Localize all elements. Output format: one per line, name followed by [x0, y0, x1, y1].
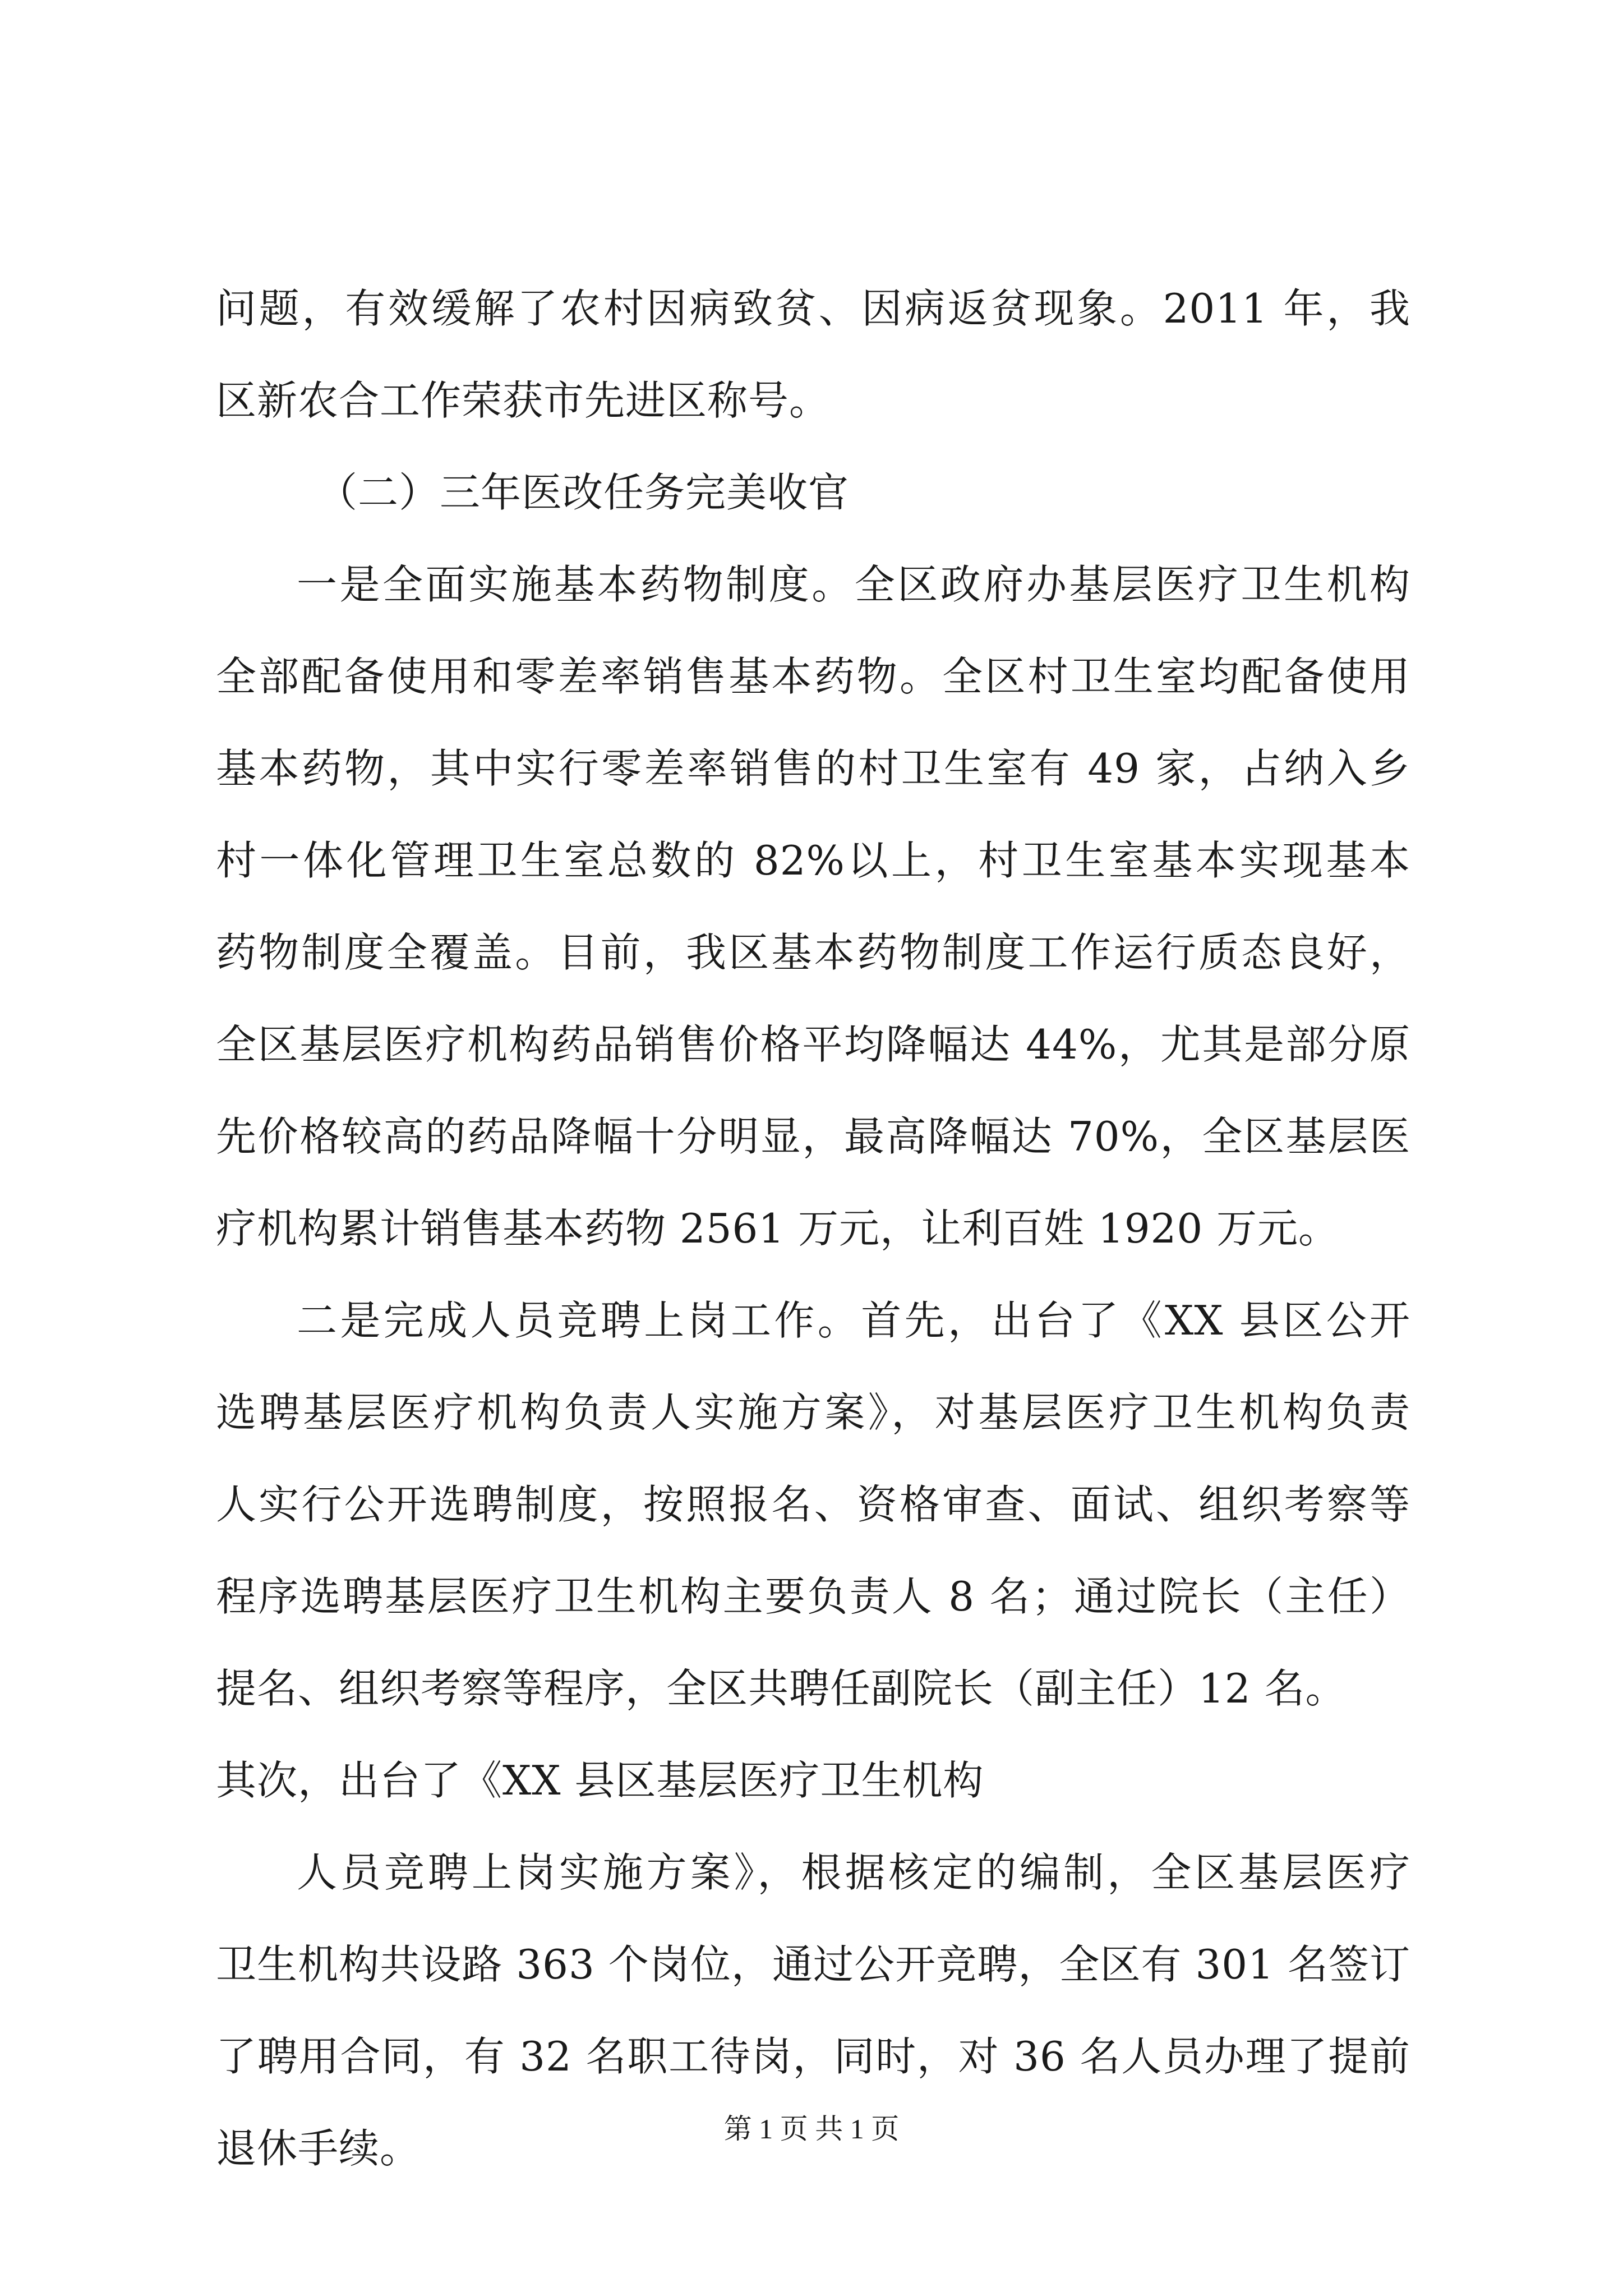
- page-number-label: 第 1 页 共 1 页: [723, 2113, 900, 2145]
- text-line: 疗机构累计销售基本药物 2561 万元，让利百姓 1920 万元。: [216, 1205, 1340, 1252]
- paragraph-first-line: 人员竞聘上岗实施方案》，根据核定的编制，全区基层医疗: [297, 1849, 1410, 1896]
- paragraph-first-line: 二是完成人员竞聘上岗工作。首先，出台了《XX 县区公开: [297, 1297, 1410, 1344]
- text-line: 了聘用合同，有 32 名职工待岗，同时，对 36 名人员办理了提前: [216, 2033, 1410, 2080]
- page-footer: [0, 2109, 1623, 2148]
- text-line: 先价格较高的药品降幅十分明显，最高降幅达 70%，全区基层医: [216, 1113, 1410, 1160]
- text-line: 全部配备使用和零差率销售基本药物。全区村卫生室均配备使用: [216, 653, 1410, 700]
- text-line: 人实行公开选聘制度，按照报名、资格审查、面试、组织考察等: [216, 1481, 1410, 1528]
- text-line: 全区基层医疗机构药品销售价格平均降幅达 44%，尤其是部分原: [216, 1021, 1410, 1068]
- section-heading: （二）三年医改任务完美收官: [317, 469, 850, 516]
- text-line: 程序选聘基层医疗卫生机构主要负责人 8 名；通过院长（主任）: [216, 1573, 1410, 1620]
- text-line: 药物制度全覆盖。目前，我区基本药物制度工作运行质态良好，: [216, 929, 1410, 976]
- text-line: 退休手续。: [216, 2125, 421, 2172]
- text-line: 其次，出台了《XX 县区基层医疗卫生机构: [216, 1757, 984, 1804]
- text-line: 村一体化管理卫生室总数的 82%以上，村卫生室基本实现基本: [216, 837, 1410, 884]
- text-line: 选聘基层医疗机构负责人实施方案》，对基层医疗卫生机构负责: [216, 1389, 1410, 1436]
- document-body: [216, 263, 1410, 2194]
- text-line: 卫生机构共设路 363 个岗位，通过公开竞聘，全区有 301 名签订: [216, 1941, 1410, 1988]
- text-line: 基本药物，其中实行零差率销售的村卫生室有 49 家，占纳入乡: [216, 745, 1410, 792]
- text-line: 区新农合工作荣获市先进区称号。: [216, 377, 831, 424]
- paragraph-first-line: 一是全面实施基本药物制度。全区政府办基层医疗卫生机构: [297, 561, 1410, 608]
- text-line: 问题，有效缓解了农村因病致贫、因病返贫现象。2011 年，我: [216, 285, 1410, 332]
- text-line: 提名、组织考察等程序，全区共聘任副院长（副主任）12 名。: [216, 1665, 1347, 1712]
